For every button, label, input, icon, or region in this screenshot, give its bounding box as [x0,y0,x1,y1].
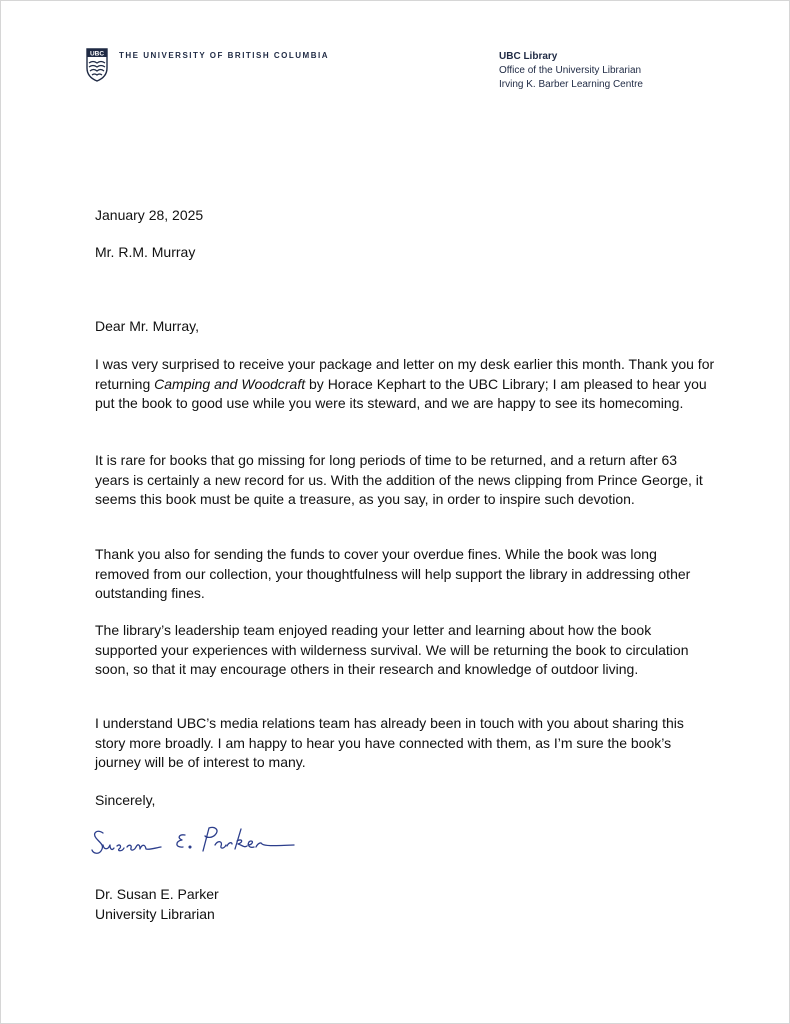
library-name: UBC Library [499,51,558,62]
salutation: Dear Mr. Murray, [95,318,199,334]
paragraph-2: It is rare for books that go missing for long periods of time to be returned, and a return after 63 years is certainly a new record for us. With the addition of the news clipping from Prince George, it seems this book must be quite a treasure, as you say, in order to inspire such devotion. [95,452,703,507]
ubc-crest-logo [86,48,108,82]
book-title: Camping and Woodcraft [154,375,306,392]
paragraph-5: I understand UBC’s media relations team has already been in touch with you about sharing this story more broadly. I am happy to hear you have connected with them, as I’m sure the book’s journey will be of interest to many. [95,715,684,770]
signer-block [95,885,219,924]
paragraph-4: The library’s leadership team enjoyed reading your letter and learning about how the book supported your experiences with wilderness survival. We will be returning the book to circulation soon, so that it may encourage others in their research and knowledge of outdoor living. [95,622,689,677]
closing: Sincerely, [95,792,156,808]
building-name: Irving K. Barber Learning Centre [499,79,643,90]
signature [89,819,309,863]
svg-text:UBC: UBC [89,50,105,58]
office-name: Office of the University Librarian [499,65,642,76]
paragraph-1 [95,355,715,414]
recipient: Mr. R.M. Murray [95,244,196,260]
signer-name: Dr. Susan E. Parker [95,886,219,902]
paragraph-1-start: I was very surprised to receive your package and letter on my desk earlier this month. Thank you for returning [95,356,715,392]
office-block [499,50,643,92]
signer-title: University Librarian [95,905,215,922]
paragraph-3: Thank you also for sending the funds to cover your overdue fines. While the book was long removed from our collection, your thoughtfulness will help support the library in addressing other outstanding fines. [95,546,691,601]
letter-date: January 28, 2025 [95,207,204,223]
paragraph-1-end: by Horace Kephart to the UBC Library; I am pleased to hear you put the book to good use while you were its steward, and we are happy to see its homecoming. [95,375,707,411]
university-name: THE UNIVERSITY OF BRITISH COLUMBIA [119,51,329,60]
